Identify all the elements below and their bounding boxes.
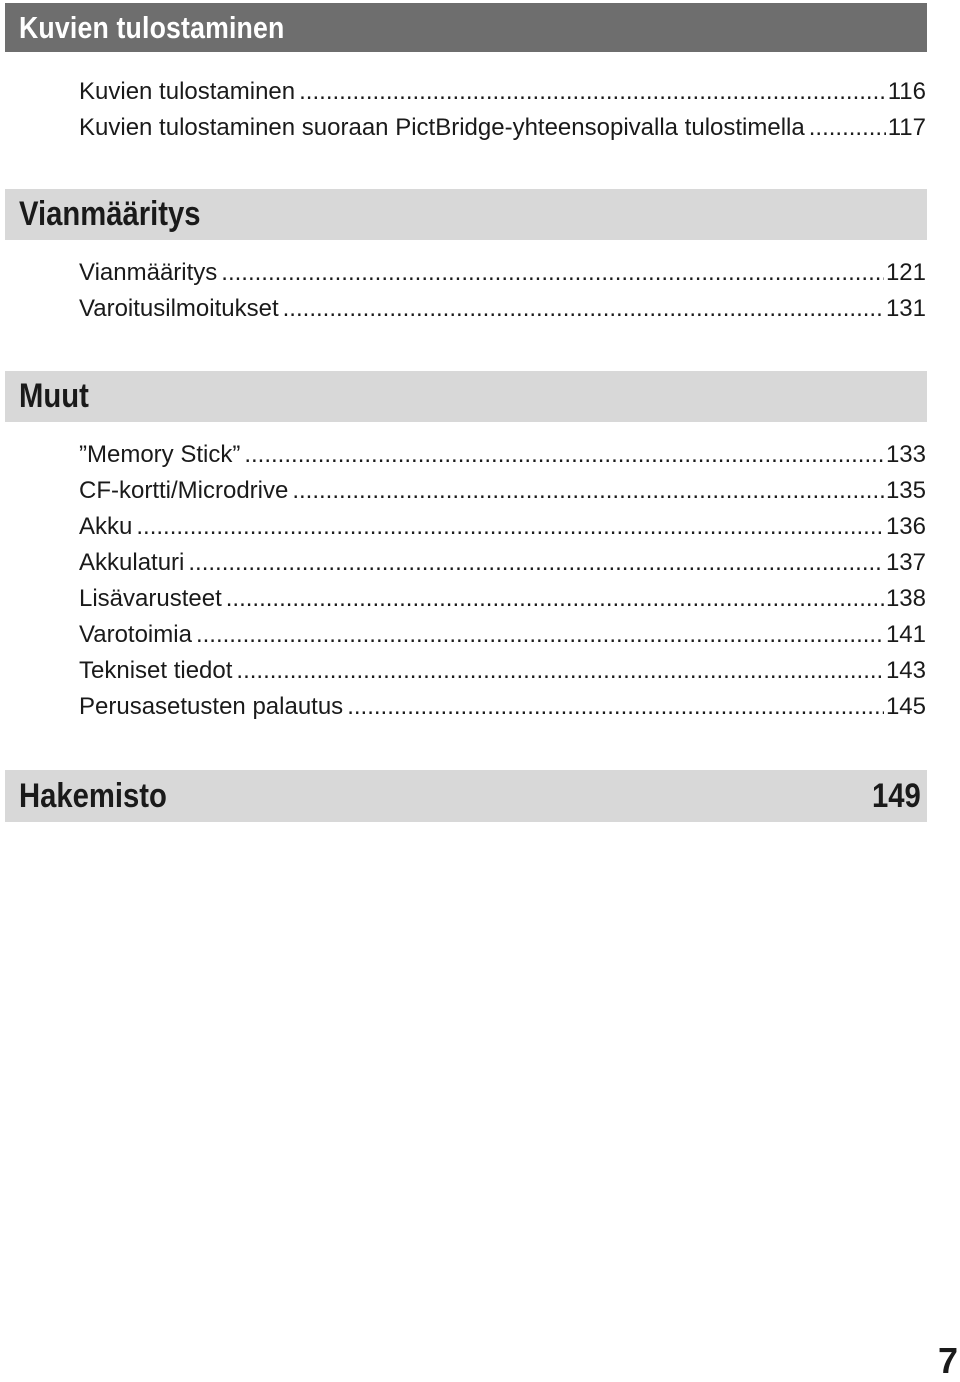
toc-entry-page: 133 (885, 441, 926, 468)
toc-leader (226, 581, 884, 617)
toc-entry-label: Akkulaturi (79, 549, 185, 576)
index-page: 149 (872, 776, 921, 815)
section-title: Vianmääritys (19, 195, 201, 233)
toc-leader (283, 291, 884, 327)
section-header-vianmaaritys (5, 189, 927, 240)
toc-entry-label: Kuvien tulostaminen (79, 78, 296, 105)
toc-leader (809, 110, 886, 146)
toc-leader (136, 509, 884, 545)
toc-entry-page: 121 (885, 259, 926, 286)
toc-leader (299, 74, 886, 110)
toc-entry-label: ”Memory Stick” (79, 441, 241, 468)
toc-list-muut (79, 437, 926, 725)
toc-leader (221, 255, 884, 291)
toc-entry-label: CF-kortti/Microdrive (79, 477, 289, 504)
toc-entry-label: Varoitusilmoitukset (79, 295, 279, 322)
toc-entry[interactable] (79, 689, 926, 725)
toc-leader (196, 617, 884, 653)
toc-leader (347, 689, 884, 725)
toc-entry-page: 116 (887, 78, 926, 105)
toc-list-kuvien-tulostaminen (79, 74, 926, 146)
section-header-kuvien-tulostaminen (5, 3, 927, 52)
toc-entry[interactable] (79, 110, 926, 146)
toc-entry[interactable] (79, 509, 926, 545)
toc-entry-label: Lisävarusteet (79, 585, 222, 612)
toc-entry[interactable] (79, 255, 926, 291)
toc-entry-page: 135 (885, 477, 926, 504)
toc-entry-label: Akku (79, 513, 133, 540)
page-number: 7 (937, 1340, 958, 1381)
toc-entry-page: 141 (885, 621, 926, 648)
section-title: Muut (19, 377, 89, 415)
toc-entry-page: 145 (885, 693, 926, 720)
section-title: Kuvien tulostaminen (19, 9, 285, 45)
toc-entry-page: 137 (885, 549, 926, 576)
toc-entry-page: 143 (885, 657, 926, 684)
toc-entry-label: Kuvien tulostaminen suoraan PictBridge-yhteensopivalla tulostimella (79, 114, 805, 141)
toc-leader (236, 653, 884, 689)
toc-entry-page: 117 (887, 114, 926, 141)
toc-entry-page: 131 (885, 295, 926, 322)
index-title: Hakemisto (19, 776, 167, 815)
toc-entry[interactable] (79, 617, 926, 653)
section-header-hakemisto[interactable] (5, 770, 927, 822)
toc-entry[interactable] (79, 473, 926, 509)
toc-entry[interactable] (79, 437, 926, 473)
toc-entry-page: 136 (885, 513, 926, 540)
toc-entry-label: Tekniset tiedot (79, 657, 233, 684)
toc-entry[interactable] (79, 74, 926, 110)
toc-entry[interactable] (79, 291, 926, 327)
toc-entry-label: Vianmääritys (79, 259, 218, 286)
toc-list-vianmaaritys (79, 255, 926, 327)
section-header-muut (5, 371, 927, 422)
toc-entry-label: Perusasetusten palautus (79, 693, 344, 720)
toc-entry-label: Varotoimia (79, 621, 192, 648)
toc-entry[interactable] (79, 581, 926, 617)
toc-leader (292, 473, 884, 509)
toc-entry[interactable] (79, 545, 926, 581)
toc-leader (188, 545, 884, 581)
toc-entry[interactable] (79, 653, 926, 689)
toc-entry-page: 138 (885, 585, 926, 612)
toc-leader (244, 437, 884, 473)
